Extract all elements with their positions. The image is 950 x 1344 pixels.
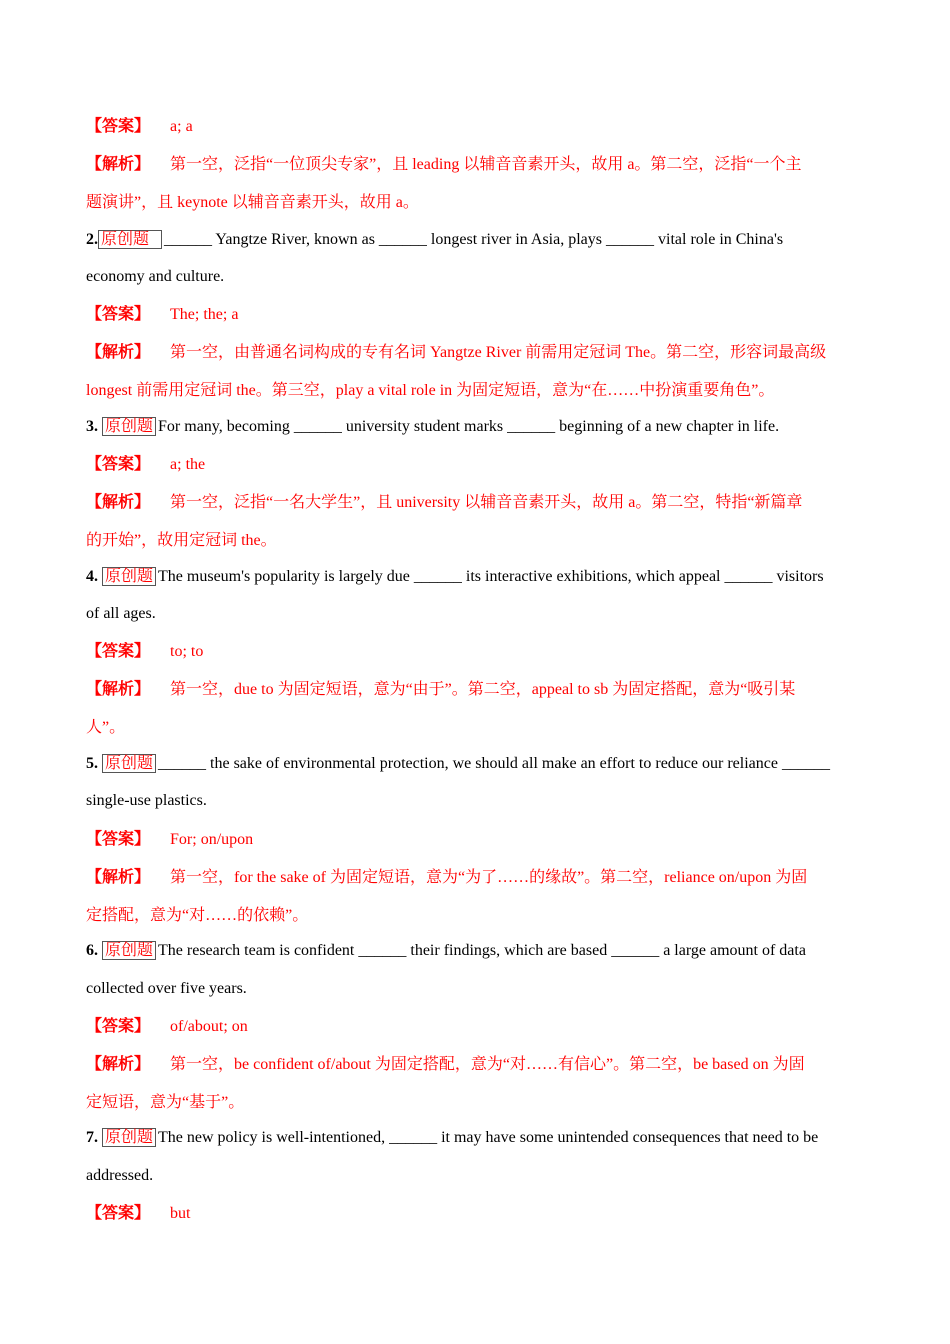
- answer-label: 【答案】: [86, 118, 151, 135]
- analysis-text-cont: 题演讲”，且 keynote 以辅音音素开头，故用 a。: [86, 194, 419, 211]
- answer-line: [86, 117, 868, 137]
- analysis-text: 第一空，due to 为固定短语，意为“由于”。第二空，appeal to sb 为固定搭配，意为“吸引某: [170, 681, 796, 698]
- answer-line: [86, 642, 868, 662]
- analysis-text: 第一空，for the sake of 为固定短语，意为“为了……的缘故”。第二空，reliance on/upon 为固: [170, 869, 808, 886]
- analysis-text-cont: 定短语，意为“基于”。: [86, 1094, 245, 1111]
- answer-label: 【答案】: [86, 831, 151, 848]
- analysis-text-cont: 人”。: [86, 719, 126, 736]
- answer-text: a; a: [170, 118, 193, 135]
- answer-text: The; the; a: [170, 306, 239, 323]
- answer-label: 【答案】: [86, 306, 151, 323]
- analysis-text: 第一空，泛指“一位顶尖专家”，且 leading 以辅音音素开头，故用 a。第二空，泛指“一个主: [170, 156, 802, 173]
- answer-label: 【答案】: [86, 1018, 151, 1035]
- question-text: For many, becoming ______ university student marks ______ beginning of a new chapter in life.: [158, 418, 780, 435]
- answer-text: of/about; on: [170, 1018, 248, 1035]
- original-question-badge: 原创题: [102, 1128, 156, 1147]
- analysis-text: 第一空，由普通名词构成的专有名词 Yangtze River 前需用定冠词 The。第二空，形容词最高级: [170, 344, 827, 361]
- answer-line: [86, 830, 868, 850]
- answer-text: but: [170, 1205, 191, 1222]
- question-line: [86, 941, 868, 961]
- analysis-label: 【解析】: [86, 681, 151, 698]
- answer-text: a; the: [170, 456, 206, 473]
- analysis-line: [86, 343, 868, 363]
- analysis-label: 【解析】: [86, 869, 151, 886]
- analysis-line: [86, 868, 868, 888]
- answer-label: 【答案】: [86, 1205, 151, 1222]
- question-line: [86, 230, 868, 250]
- original-question-badge: 原创题: [102, 754, 156, 773]
- answer-text: For; on/upon: [170, 831, 254, 848]
- analysis-label: 【解析】: [86, 1056, 151, 1073]
- question-text: The new policy is well-intentioned, ______ it may have some unintended consequences that need to be: [158, 1129, 819, 1146]
- question-line: [86, 754, 868, 774]
- original-question-badge: 原创题: [102, 941, 156, 960]
- analysis-line: [86, 155, 868, 175]
- question-number: 4.: [86, 568, 98, 585]
- analysis-line: [86, 680, 868, 700]
- question-number: 3.: [86, 418, 98, 435]
- question-line: [86, 417, 868, 437]
- answer-line: [86, 305, 868, 325]
- answer-label: 【答案】: [86, 456, 151, 473]
- answer-line: [86, 1017, 868, 1037]
- question-line: [86, 1128, 868, 1148]
- analysis-text-cont: 定搭配，意为“对……的依赖”。: [86, 907, 309, 924]
- answer-line: [86, 455, 868, 475]
- original-question-badge: 原创题: [98, 230, 162, 249]
- analysis-text: 第一空，be confident of/about 为固定搭配，意为“对……有信心”。第二空，be based on 为固: [170, 1056, 805, 1073]
- question-number: 2.: [86, 231, 98, 248]
- question-text: ______ Yangtze River, known as ______ longest river in Asia, plays ______ vital role in China's: [164, 231, 784, 248]
- analysis-label: 【解析】: [86, 494, 151, 511]
- analysis-line: [86, 493, 868, 513]
- original-question-badge: 原创题: [102, 567, 156, 586]
- question-text: The museum's popularity is largely due ______ its interactive exhibitions, which appeal ______ visitors: [158, 568, 824, 585]
- original-question-badge: 原创题: [102, 417, 156, 436]
- answer-label: 【答案】: [86, 643, 151, 660]
- question-number: 5.: [86, 755, 98, 772]
- question-text-cont: economy and culture.: [86, 268, 225, 285]
- question-text-cont: single-use plastics.: [86, 792, 207, 809]
- question-text: ______ the sake of environmental protection, we should all make an effort to reduce our reliance ______: [158, 755, 830, 772]
- analysis-text-cont: 的开始”，故用定冠词 the。: [86, 532, 277, 549]
- question-text-cont: addressed.: [86, 1167, 154, 1184]
- analysis-line: [86, 1055, 868, 1075]
- analysis-text: 第一空，泛指“一名大学生”，且 university 以辅音音素开头，故用 a。第二空，特指“新篇章: [170, 494, 803, 511]
- analysis-text-cont: longest 前需用定冠词 the。第三空，play a vital role in 为固定短语，意为“在……中扮演重要角色”。: [86, 382, 775, 399]
- question-text: The research team is confident ______ their findings, which are based ______ a large amount of data: [158, 942, 806, 959]
- question-line: [86, 567, 868, 587]
- question-text-cont: collected over five years.: [86, 980, 247, 997]
- question-text-cont: of all ages.: [86, 605, 156, 622]
- answer-text: to; to: [170, 643, 204, 660]
- question-number: 7.: [86, 1129, 98, 1146]
- answer-line: [86, 1204, 868, 1224]
- analysis-label: 【解析】: [86, 344, 151, 361]
- question-number: 6.: [86, 942, 98, 959]
- analysis-label: 【解析】: [86, 156, 151, 173]
